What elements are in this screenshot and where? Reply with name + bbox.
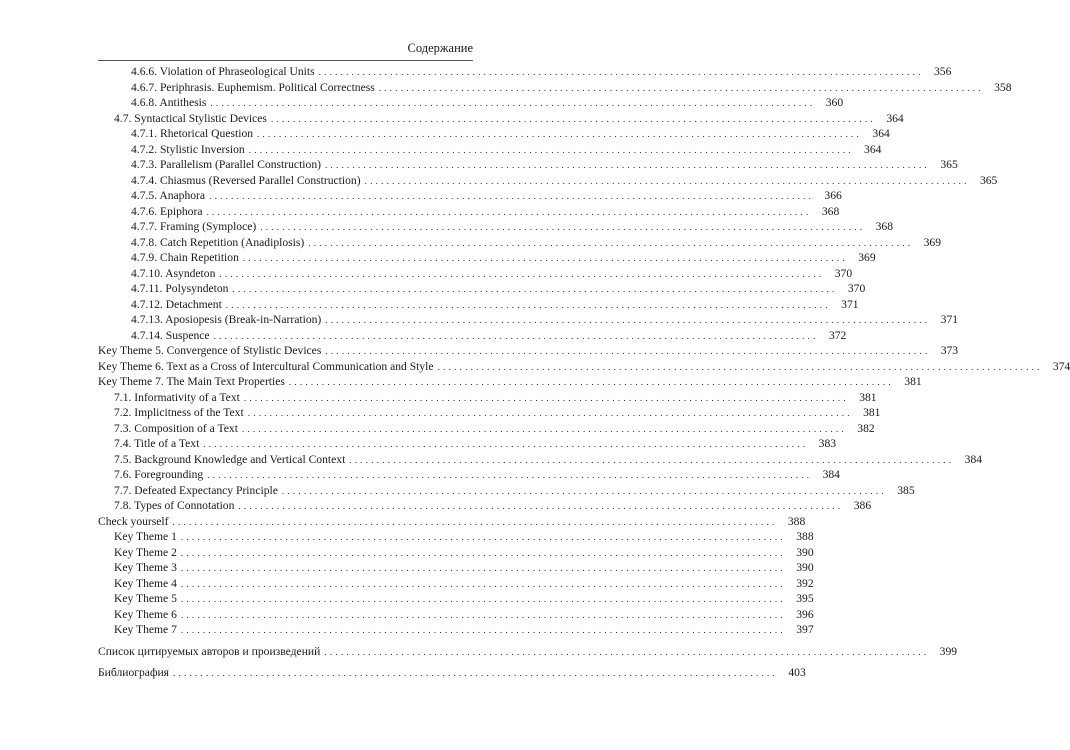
- dot-leader: [271, 111, 873, 128]
- toc-entry-page: 364: [886, 111, 904, 125]
- toc-entry: [98, 545, 814, 561]
- toc-entry: [98, 644, 958, 660]
- dot-leader: [243, 250, 845, 267]
- toc-entry: [98, 173, 998, 189]
- toc-entry-page: 390: [796, 545, 814, 559]
- dot-leader: [209, 188, 811, 205]
- toc-entry-page: 371: [841, 297, 859, 311]
- toc-entry: [98, 514, 806, 530]
- dot-leader: [249, 142, 851, 159]
- toc-entry-page: 371: [940, 313, 959, 326]
- toc-entry: [98, 95, 844, 111]
- toc-entry-title: 7.3. Composition of a Text: [114, 421, 238, 435]
- toc-entry-title: Key Theme 4: [114, 576, 177, 590]
- toc-entry: [98, 250, 876, 266]
- toc-entry-page: 396: [796, 607, 814, 621]
- toc-entry-page: 388: [796, 530, 814, 543]
- toc-entry-title: 4.6.7. Periphrasis. Euphemism. Political Correctness: [131, 80, 375, 94]
- dot-leader: [219, 266, 821, 283]
- toc-entry-title: 7.1. Informativity of a Text: [114, 390, 240, 404]
- dot-leader: [248, 405, 850, 422]
- toc-entry-title: Key Theme 5. Convergence of Stylistic Devices: [98, 344, 322, 357]
- toc-entry: [98, 142, 882, 158]
- toc-entry-title: 4.7.2. Stylistic Inversion: [131, 142, 245, 156]
- dot-leader: [181, 622, 783, 639]
- toc-entry-page: 381: [904, 375, 922, 388]
- toc-entry-title: 7.2. Implicitness of the Text: [114, 406, 244, 419]
- toc-entry: [98, 126, 890, 142]
- dot-leader: [282, 483, 884, 500]
- toc-entry-page: 392: [796, 576, 814, 590]
- toc-entry-title: Key Theme 5: [114, 592, 177, 605]
- toc-entry-title: Key Theme 1: [114, 530, 177, 543]
- toc-entry-page: 382: [857, 421, 875, 435]
- dot-leader: [324, 644, 926, 661]
- toc-entry-page: 374: [1052, 359, 1070, 373]
- dot-leader: [325, 312, 927, 329]
- dot-leader: [257, 126, 859, 143]
- toc-entry-title: 4.7.9. Chain Repetition: [131, 251, 239, 264]
- toc-entry: [98, 219, 894, 235]
- toc-entry: [98, 483, 915, 499]
- toc-entry: [98, 607, 814, 623]
- dot-leader: [181, 591, 783, 608]
- toc-entry-title: 7.7. Defeated Expectancy Principle: [114, 483, 278, 497]
- toc-entry-title: 7.5. Background Knowledge and Vertical Context: [114, 452, 346, 466]
- dot-leader: [226, 297, 828, 314]
- toc-entry-title: Key Theme 7. The Main Text Properties: [98, 375, 285, 388]
- toc-entry-page: 369: [858, 251, 876, 264]
- toc-entry-title: 4.6.8. Antithesis: [131, 96, 207, 109]
- toc-entry-page: 384: [822, 468, 840, 481]
- dot-leader: [173, 665, 775, 682]
- toc-entry-page: 372: [828, 328, 847, 342]
- toc-entry-title: Key Theme 6. Text as a Cross of Intercultural Communication and Style: [98, 359, 434, 373]
- page-header: [98, 40, 473, 61]
- dot-leader: [379, 80, 981, 97]
- dot-leader: [181, 576, 783, 593]
- dot-leader: [325, 343, 927, 360]
- toc-entry-title: 4.7.13. Aposiopesis (Break-in-Narration): [131, 313, 322, 326]
- toc-entry-page: 365: [940, 158, 958, 171]
- toc-entry-title: 4.7.12. Detachment: [131, 297, 222, 311]
- toc-entry-page: 368: [821, 204, 840, 218]
- table-of-contents: [98, 64, 1070, 681]
- toc-entry-title: 4.7.7. Framing (Symploce): [131, 220, 257, 233]
- dot-leader: [349, 452, 951, 469]
- toc-entry: [98, 188, 842, 204]
- toc-entry-title: Библиография: [98, 666, 170, 679]
- toc-entry: [98, 421, 875, 437]
- toc-entry-title: 4.7.10. Asyndeton: [131, 266, 216, 280]
- toc-entry: [98, 266, 853, 282]
- toc-entry-page: 366: [824, 189, 842, 202]
- dot-leader: [210, 95, 812, 112]
- dot-leader: [242, 421, 844, 438]
- toc-entry-title: Key Theme 2: [114, 545, 177, 559]
- toc-entry: [98, 297, 859, 313]
- dot-leader: [214, 328, 816, 345]
- toc-entry-page: 403: [788, 666, 806, 679]
- toc-entry: [98, 204, 840, 220]
- dot-leader: [260, 219, 862, 236]
- toc-entry-page: 360: [825, 96, 844, 109]
- toc-entry-page: 365: [979, 173, 998, 187]
- toc-entry-title: 7.6. Foregrounding: [114, 468, 204, 481]
- toc-entry-title: 4.6.6. Violation of Phraseological Units: [131, 65, 315, 78]
- toc-entry-title: 4.7.14. Suspence: [131, 328, 210, 342]
- dot-leader: [181, 529, 783, 546]
- toc-entry-page: 385: [897, 483, 915, 497]
- toc-entry-page: 384: [964, 452, 983, 466]
- toc-entry-page: 386: [853, 499, 872, 512]
- toc-entry: [98, 281, 866, 297]
- dot-leader: [203, 436, 805, 453]
- toc-entry-page: 395: [796, 592, 814, 605]
- toc-entry-page: 364: [864, 142, 882, 156]
- toc-entry-page: 383: [818, 437, 837, 450]
- toc-entry: [98, 374, 922, 390]
- toc-entry-page: 373: [940, 344, 959, 357]
- toc-entry: [98, 64, 952, 80]
- toc-entry-title: Key Theme 6: [114, 607, 177, 621]
- toc-entry: [98, 529, 814, 545]
- toc-entry: [98, 452, 983, 468]
- toc-entry: [98, 576, 814, 592]
- toc-entry-page: 388: [787, 514, 806, 528]
- dot-leader: [438, 359, 1040, 376]
- dot-leader: [232, 281, 834, 298]
- toc-entry: [98, 622, 814, 638]
- dot-leader: [238, 498, 840, 515]
- toc-entry-title: 4.7.4. Chiasmus (Reversed Parallel Construction): [131, 173, 361, 187]
- dot-leader: [319, 64, 921, 81]
- dot-leader: [325, 157, 927, 174]
- toc-entry-page: 368: [875, 220, 894, 233]
- toc-entry-title: 4.7.8. Catch Repetition (Anadiplosis): [131, 235, 305, 249]
- running-head: Содержание: [407, 41, 473, 55]
- toc-entry-title: Список цитируемых авторов и произведений: [98, 644, 321, 658]
- toc-entry: [98, 328, 847, 344]
- toc-entry-title: 4.7.1. Rhetorical Question: [131, 127, 254, 140]
- dot-leader: [308, 235, 910, 252]
- toc-entry: [98, 111, 904, 127]
- toc-entry-title: 4.7.6. Epiphora: [131, 204, 203, 218]
- toc-entry: [98, 312, 959, 328]
- toc-entry: [98, 80, 1012, 96]
- toc-entry: [98, 343, 959, 359]
- toc-entry-page: 370: [834, 266, 853, 280]
- toc-entry: [98, 405, 881, 421]
- toc-entry: [98, 467, 840, 483]
- dot-leader: [207, 467, 809, 484]
- toc-entry-page: 399: [939, 644, 958, 658]
- toc-entry-title: 4.7.11. Polysyndeton: [131, 282, 229, 295]
- toc-entry-page: 370: [847, 282, 866, 295]
- dot-leader: [365, 173, 967, 190]
- toc-entry-page: 356: [933, 65, 952, 78]
- toc-entry-title: Key Theme 7: [114, 623, 177, 636]
- toc-entry-title: Check yourself: [98, 514, 169, 528]
- toc-entry-title: 7.4. Title of a Text: [114, 437, 200, 450]
- toc-entry-title: Key Theme 3: [114, 561, 177, 574]
- toc-entry: [98, 235, 941, 251]
- toc-entry: [98, 359, 1070, 375]
- toc-entry: [98, 591, 814, 607]
- toc-entry: [98, 560, 814, 576]
- dot-leader: [181, 545, 783, 562]
- toc-entry-page: 364: [872, 127, 890, 140]
- toc-entry: [98, 665, 806, 681]
- dot-leader: [181, 607, 783, 624]
- toc-entry-page: 381: [863, 406, 881, 419]
- toc-entry-page: 390: [796, 561, 814, 574]
- toc-entry: [98, 436, 837, 452]
- toc-entry: [98, 390, 877, 406]
- toc-entry-page: 369: [923, 235, 941, 249]
- dot-leader: [206, 204, 808, 221]
- dot-leader: [173, 514, 775, 531]
- toc-entry-title: 4.7.3. Parallelism (Parallel Construction): [131, 158, 321, 171]
- toc-entry: [98, 157, 958, 173]
- toc-entry-page: 381: [859, 390, 877, 404]
- toc-entry-page: 397: [796, 623, 814, 636]
- toc-entry-title: 4.7. Syntactical Stylistic Devices: [114, 111, 267, 125]
- toc-entry-page: 358: [994, 80, 1012, 94]
- dot-leader: [244, 390, 846, 407]
- toc-entry-title: 4.7.5. Anaphora: [131, 189, 206, 202]
- dot-leader: [289, 374, 891, 391]
- toc-entry: [98, 498, 872, 514]
- toc-entry-title: 7.8. Types of Connotation: [114, 499, 235, 512]
- dot-leader: [181, 560, 783, 577]
